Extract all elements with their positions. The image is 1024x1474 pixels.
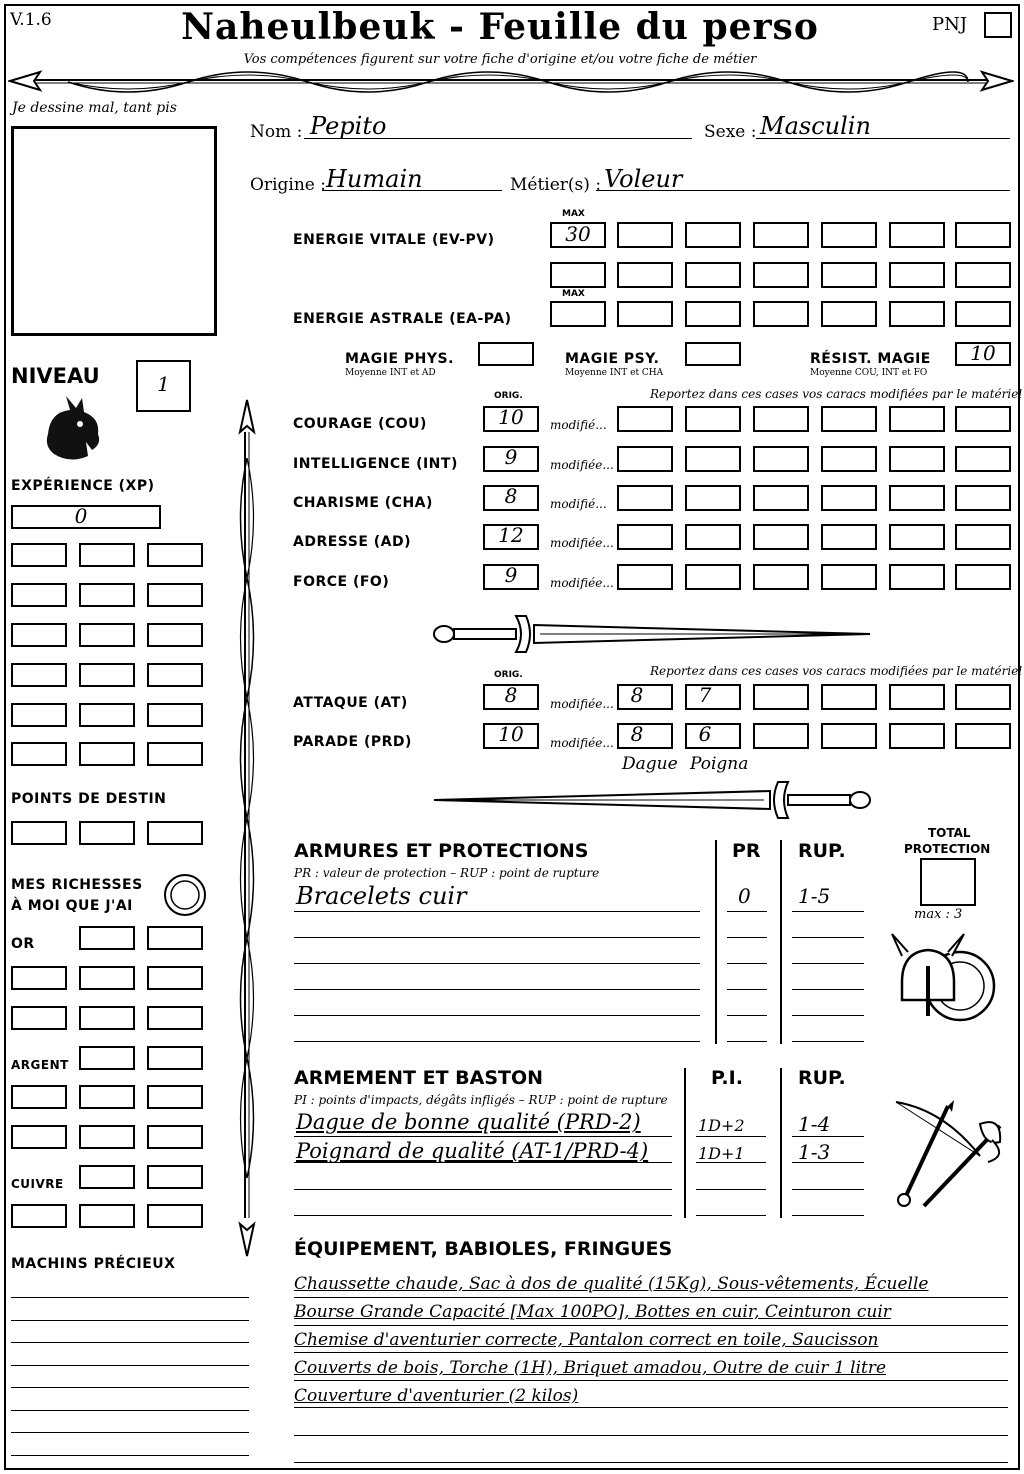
stat-mod-box[interactable] xyxy=(955,564,1011,590)
combat-mod-value: 8 xyxy=(630,722,644,746)
magie-psy-label: MAGIE PSY. xyxy=(565,351,660,367)
equipement-rule[interactable] xyxy=(294,1435,1008,1436)
ev-box[interactable] xyxy=(955,262,1011,288)
stat-label: CHARISME (CHA) xyxy=(293,495,433,511)
xp-box[interactable] xyxy=(11,663,67,687)
equipement-rule[interactable] xyxy=(294,1462,1008,1463)
niveau-value: 1 xyxy=(157,372,170,396)
combat-report-note: Reportez dans ces cases vos caracs modifiées par le matériel xyxy=(650,664,1023,678)
combat-orig-value: 10 xyxy=(498,722,524,746)
stat-orig-value: 8 xyxy=(504,484,518,508)
destin-box[interactable] xyxy=(79,821,135,845)
portrait-label: Je dessine mal, tant pis xyxy=(12,100,177,116)
arme-pi-line[interactable] xyxy=(696,1189,766,1190)
richesses-label-1: MES RICHESSES xyxy=(11,877,143,893)
ea-max-label: MAX xyxy=(562,289,585,299)
argent-box[interactable] xyxy=(147,1085,203,1109)
combat-mod-box[interactable] xyxy=(753,723,809,749)
armure-rup-line[interactable] xyxy=(792,989,864,990)
or-box[interactable] xyxy=(79,926,135,950)
or-box[interactable] xyxy=(147,926,203,950)
stat-label: FORCE (FO) xyxy=(293,574,390,590)
arme-2-rup[interactable]: 1-3 xyxy=(798,1140,831,1164)
ev-max-value: 30 xyxy=(565,222,591,246)
armure-pr-line[interactable] xyxy=(727,1041,767,1042)
equipement-line[interactable]: Bourse Grande Capacité [Max 100PO], Bottes en cuir, Ceinturon cuir xyxy=(294,1302,891,1322)
armure-item-name[interactable]: Bracelets cuir xyxy=(296,882,467,910)
armure-line[interactable] xyxy=(294,963,700,964)
armure-pr-line[interactable] xyxy=(727,963,767,964)
xp-box[interactable] xyxy=(79,583,135,607)
equipement-rule[interactable] xyxy=(294,1352,1008,1353)
total-protection-max: max : 3 xyxy=(914,907,963,922)
stat-mod-box[interactable] xyxy=(955,406,1011,432)
stat-mod-box[interactable] xyxy=(821,406,877,432)
stat-mod-box[interactable] xyxy=(685,524,741,550)
argent-box[interactable] xyxy=(11,1085,67,1109)
or-box[interactable] xyxy=(11,1006,67,1030)
resist-magie-value: 10 xyxy=(970,341,996,365)
arme-rup-line[interactable] xyxy=(792,1215,864,1216)
combat-orig-label: ORIG. xyxy=(494,670,523,680)
arme-1-pi[interactable]: 1D+2 xyxy=(698,1116,745,1135)
portrait-box[interactable] xyxy=(11,126,217,336)
equipement-line[interactable]: Chemise d'aventurier correcte, Pantalon correct en toile, Saucisson xyxy=(294,1330,879,1350)
xp-box[interactable] xyxy=(79,663,135,687)
armure-line[interactable] xyxy=(294,937,700,938)
machins-line[interactable] xyxy=(11,1365,249,1366)
machins-line[interactable] xyxy=(11,1432,249,1433)
stat-label: COURAGE (COU) xyxy=(293,416,427,432)
argent-box[interactable] xyxy=(79,1046,135,1070)
magie-phys-box[interactable] xyxy=(478,342,534,366)
xp-box[interactable] xyxy=(11,742,67,766)
armures-pr-label: PR xyxy=(732,840,761,862)
stat-mod-box[interactable] xyxy=(889,524,945,550)
cuivre-box[interactable] xyxy=(147,1204,203,1228)
ea-box[interactable] xyxy=(821,301,877,327)
destin-label: POINTS DE DESTIN xyxy=(11,791,167,807)
stat-mod-box[interactable] xyxy=(955,485,1011,511)
armures-title: ARMURES ET PROTECTIONS xyxy=(294,840,589,862)
stat-mod-box[interactable] xyxy=(753,446,809,472)
arme-rup-line[interactable] xyxy=(792,1189,864,1190)
magie-phys-label: MAGIE PHYS. xyxy=(345,351,454,367)
armement-rup-label: RUP. xyxy=(798,1067,846,1089)
stat-mod-box[interactable] xyxy=(617,485,673,511)
combat-modifie-label: modifiée... xyxy=(550,697,614,711)
armure-line[interactable] xyxy=(294,911,700,912)
machins-line[interactable] xyxy=(11,1320,249,1321)
stat-mod-box[interactable] xyxy=(685,564,741,590)
arme-2-pi[interactable]: 1D+1 xyxy=(698,1144,745,1163)
armure-rup-line[interactable] xyxy=(792,937,864,938)
stat-mod-box[interactable] xyxy=(617,564,673,590)
stat-mod-box[interactable] xyxy=(889,485,945,511)
xp-box[interactable] xyxy=(147,663,203,687)
nom-label: Nom : xyxy=(250,122,303,142)
cuivre-label: CUIVRE xyxy=(11,1177,64,1191)
resist-magie-label: RÉSIST. MAGIE xyxy=(810,351,931,367)
stat-orig-value: 9 xyxy=(504,563,518,587)
stat-modifie-label: modifié... xyxy=(550,497,607,511)
ev-box[interactable] xyxy=(685,222,741,248)
combat-mod-box[interactable] xyxy=(753,684,809,710)
combat-mod-box[interactable] xyxy=(821,723,877,749)
ev-box[interactable] xyxy=(617,222,673,248)
combat-mod-value: 8 xyxy=(630,683,644,707)
richesses-label-2: À MOI QUE J'AI xyxy=(11,898,133,914)
argent-box[interactable] xyxy=(147,1046,203,1070)
arme-1-rup[interactable]: 1-4 xyxy=(798,1112,831,1136)
ev-label: ENERGIE VITALE (EV-PV) xyxy=(293,232,495,248)
equipement-rule[interactable] xyxy=(294,1407,1008,1408)
resist-magie-sub: Moyenne COU, INT et FO xyxy=(810,368,928,378)
magie-phys-sub: Moyenne INT et AD xyxy=(345,368,436,378)
armement-divider-2 xyxy=(780,1068,782,1218)
equipement-line[interactable]: Couverture d'aventurier (2 kilos) xyxy=(294,1386,579,1406)
stat-modifie-label: modifiée... xyxy=(550,536,614,550)
xp-label: EXPÉRIENCE (XP) xyxy=(11,478,155,494)
ea-box[interactable] xyxy=(955,301,1011,327)
armures-divider-2 xyxy=(780,840,782,1044)
combat-mod-box[interactable] xyxy=(889,684,945,710)
armure-item-pr[interactable]: 0 xyxy=(738,884,751,908)
combat-mod-box[interactable] xyxy=(889,723,945,749)
combat-label: PARADE (PRD) xyxy=(293,734,412,750)
combat-mod-value: 7 xyxy=(698,683,712,707)
combat-mod-box[interactable] xyxy=(821,684,877,710)
sheet-subtitle: Vos compétences figurent sur votre fiche d'origine et/ou votre fiche de métier xyxy=(243,52,757,67)
xp-value: 0 xyxy=(74,504,88,528)
or-box[interactable] xyxy=(147,966,203,990)
combat-orig-value: 8 xyxy=(504,683,518,707)
destin-box[interactable] xyxy=(11,821,67,845)
cuivre-box[interactable] xyxy=(147,1165,203,1189)
ev-box[interactable] xyxy=(821,222,877,248)
arme-pi-line[interactable] xyxy=(696,1136,766,1137)
armure-rup-line[interactable] xyxy=(792,963,864,964)
arme-line[interactable] xyxy=(294,1215,672,1216)
stats-report-note: Reportez dans ces cases vos caracs modifiées par le matériel xyxy=(650,387,1023,401)
combat-label: ATTAQUE (AT) xyxy=(293,695,408,711)
armure-line[interactable] xyxy=(294,1041,700,1042)
stat-mod-box[interactable] xyxy=(889,564,945,590)
armures-divider-1 xyxy=(715,840,717,1044)
combat-modifie-label: modifiée... xyxy=(550,736,614,750)
xp-box[interactable] xyxy=(79,543,135,567)
equipement-title: ÉQUIPEMENT, BABIOLES, FRINGUES xyxy=(294,1238,673,1260)
xp-box[interactable] xyxy=(147,583,203,607)
xp-box[interactable] xyxy=(147,623,203,647)
xp-box[interactable] xyxy=(11,623,67,647)
arme-line[interactable] xyxy=(294,1189,672,1190)
stat-mod-box[interactable] xyxy=(821,446,877,472)
stat-mod-box[interactable] xyxy=(753,564,809,590)
sexe-value[interactable]: Masculin xyxy=(760,112,871,140)
armure-rup-line[interactable] xyxy=(792,1015,864,1016)
arme-rup-line[interactable] xyxy=(792,1136,864,1137)
machins-line[interactable] xyxy=(11,1410,249,1411)
nom-value[interactable]: Pepito xyxy=(310,112,387,140)
argent-box[interactable] xyxy=(79,1085,135,1109)
ev-box[interactable] xyxy=(685,262,741,288)
dragon-icon xyxy=(40,394,106,464)
xp-box[interactable] xyxy=(147,742,203,766)
sheet-title: Naheulbeuk - Feuille du perso xyxy=(181,6,819,48)
ea-box[interactable] xyxy=(889,301,945,327)
stat-mod-box[interactable] xyxy=(821,564,877,590)
xp-box[interactable] xyxy=(147,703,203,727)
ea-box[interactable] xyxy=(753,301,809,327)
stat-orig-value: 10 xyxy=(498,405,524,429)
stat-modifie-label: modifiée... xyxy=(550,576,614,590)
vertical-spear-icon xyxy=(232,398,262,1258)
machins-line[interactable] xyxy=(11,1387,249,1388)
combat-mod-box[interactable] xyxy=(955,684,1011,710)
magie-psy-box[interactable] xyxy=(685,342,741,366)
cuivre-box[interactable] xyxy=(79,1165,135,1189)
machins-line[interactable] xyxy=(11,1455,249,1456)
weapon2-note: Poigna xyxy=(690,754,749,774)
ea-box[interactable] xyxy=(617,301,673,327)
coin-icon xyxy=(162,872,208,918)
weapon1-note: Dague xyxy=(622,754,678,774)
stat-mod-box[interactable] xyxy=(753,406,809,432)
origine-label: Origine : xyxy=(250,175,326,195)
metier-value[interactable]: Voleur xyxy=(604,165,683,193)
ev-box[interactable] xyxy=(821,262,877,288)
ev-box[interactable] xyxy=(889,222,945,248)
equipement-rule[interactable] xyxy=(294,1297,1008,1298)
arme-line[interactable] xyxy=(294,1162,672,1163)
arme-pi-line[interactable] xyxy=(696,1215,766,1216)
combat-mod-value: 6 xyxy=(698,722,712,746)
ev-max-label: MAX xyxy=(562,209,585,219)
arme-line[interactable] xyxy=(294,1136,672,1137)
xp-box[interactable] xyxy=(11,543,67,567)
stat-modifie-label: modifiée... xyxy=(550,458,614,472)
sexe-label: Sexe : xyxy=(704,122,757,142)
stat-mod-box[interactable] xyxy=(821,485,877,511)
arme-1-name[interactable]: Dague de bonne qualité (PRD-2) xyxy=(296,1110,641,1134)
xp-box[interactable] xyxy=(147,543,203,567)
argent-label: ARGENT xyxy=(11,1058,69,1072)
or-label: OR xyxy=(11,936,35,952)
total-protection-label-1: TOTAL xyxy=(928,826,971,840)
xp-box[interactable] xyxy=(79,742,135,766)
armure-rup-line[interactable] xyxy=(792,1041,864,1042)
or-box[interactable] xyxy=(147,1006,203,1030)
ev-box[interactable] xyxy=(955,222,1011,248)
ev-box[interactable] xyxy=(550,262,606,288)
armure-pr-line[interactable] xyxy=(727,1015,767,1016)
armure-pr-line[interactable] xyxy=(727,937,767,938)
destin-box[interactable] xyxy=(147,821,203,845)
machins-line[interactable] xyxy=(11,1342,249,1343)
sword-icon-2 xyxy=(430,778,875,822)
stat-mod-box[interactable] xyxy=(617,446,673,472)
stat-mod-box[interactable] xyxy=(889,406,945,432)
ev-box[interactable] xyxy=(753,222,809,248)
pnj-label: PNJ xyxy=(932,14,968,35)
machins-label: MACHINS PRÉCIEUX xyxy=(11,1256,176,1272)
stat-mod-box[interactable] xyxy=(753,524,809,550)
ev-box[interactable] xyxy=(617,262,673,288)
armure-pr-line[interactable] xyxy=(727,989,767,990)
armures-sub: PR : valeur de protection – RUP : point de rupture xyxy=(294,866,600,880)
stat-mod-box[interactable] xyxy=(955,524,1011,550)
stat-mod-box[interactable] xyxy=(889,446,945,472)
cuivre-box[interactable] xyxy=(11,1204,67,1228)
version-label: V.1.6 xyxy=(10,10,52,30)
equipement-line[interactable]: Couverts de bois, Torche (1H), Briquet amadou, Outre de cuir 1 litre xyxy=(294,1358,887,1378)
magie-psy-sub: Moyenne INT et CHA xyxy=(565,368,664,378)
xp-box[interactable] xyxy=(79,703,135,727)
armement-divider-1 xyxy=(684,1068,686,1218)
stat-orig-value: 12 xyxy=(498,523,524,547)
ev-box[interactable] xyxy=(889,262,945,288)
xp-box[interactable] xyxy=(79,623,135,647)
stat-label: ADRESSE (AD) xyxy=(293,534,412,550)
crossed-weapons-icon xyxy=(884,1096,1010,1220)
armement-sub: PI : points d'impacts, dégâts infligés – RUP : point de rupture xyxy=(294,1093,668,1107)
sword-icon xyxy=(430,612,875,656)
stat-mod-box[interactable] xyxy=(685,446,741,472)
combat-mod-box[interactable] xyxy=(955,723,1011,749)
niveau-label: NIVEAU xyxy=(11,364,100,388)
stat-mod-box[interactable] xyxy=(617,406,673,432)
argent-box[interactable] xyxy=(147,1125,203,1149)
armure-pr-line[interactable] xyxy=(727,911,767,912)
stat-mod-box[interactable] xyxy=(617,524,673,550)
total-protection-label-2: PROTECTION xyxy=(904,842,991,856)
armement-pi-label: P.I. xyxy=(711,1067,743,1089)
equipement-rule[interactable] xyxy=(294,1380,1008,1381)
total-protection-box[interactable] xyxy=(920,858,976,906)
stat-mod-box[interactable] xyxy=(685,485,741,511)
helmet-shield-icon xyxy=(888,926,1000,1032)
stat-mod-box[interactable] xyxy=(685,406,741,432)
argent-box[interactable] xyxy=(11,1125,67,1149)
stat-mod-box[interactable] xyxy=(821,524,877,550)
ea-max-box[interactable] xyxy=(550,301,606,327)
xp-box[interactable] xyxy=(11,583,67,607)
stats-orig-label: ORIG. xyxy=(494,391,523,401)
argent-box[interactable] xyxy=(79,1125,135,1149)
equipement-line[interactable]: Chaussette chaude, Sac à dos de qualité (15Kg), Sous-vêtements, Écuelle xyxy=(294,1274,929,1294)
stat-orig-value: 9 xyxy=(504,445,518,469)
metier-label: Métier(s) : xyxy=(510,175,602,195)
arme-2-name[interactable]: Poignard de qualité (AT-1/PRD-4) xyxy=(296,1139,649,1163)
arme-rup-line[interactable] xyxy=(792,1162,864,1163)
ea-label: ENERGIE ASTRALE (EA-PA) xyxy=(293,311,512,327)
machins-line[interactable] xyxy=(11,1297,249,1298)
ea-box[interactable] xyxy=(685,301,741,327)
stat-mod-box[interactable] xyxy=(753,485,809,511)
stat-label: INTELLIGENCE (INT) xyxy=(293,456,458,472)
armure-line[interactable] xyxy=(294,1015,700,1016)
armure-rup-line[interactable] xyxy=(792,911,864,912)
pnj-checkbox[interactable] xyxy=(984,12,1012,38)
armure-line[interactable] xyxy=(294,989,700,990)
or-box[interactable] xyxy=(79,1006,135,1030)
armement-title: ARMEMENT ET BASTON xyxy=(294,1067,544,1089)
xp-box[interactable] xyxy=(11,703,67,727)
ev-box[interactable] xyxy=(753,262,809,288)
cuivre-box[interactable] xyxy=(79,1204,135,1228)
origine-value[interactable]: Humain xyxy=(326,165,423,193)
arme-pi-line[interactable] xyxy=(696,1162,766,1163)
or-box[interactable] xyxy=(79,966,135,990)
or-box[interactable] xyxy=(11,966,67,990)
armure-item-rup[interactable]: 1-5 xyxy=(798,884,831,908)
stat-mod-box[interactable] xyxy=(955,446,1011,472)
armures-rup-label: RUP. xyxy=(798,840,846,862)
equipement-rule[interactable] xyxy=(294,1325,1008,1326)
stat-modifie-label: modifié... xyxy=(550,418,607,432)
